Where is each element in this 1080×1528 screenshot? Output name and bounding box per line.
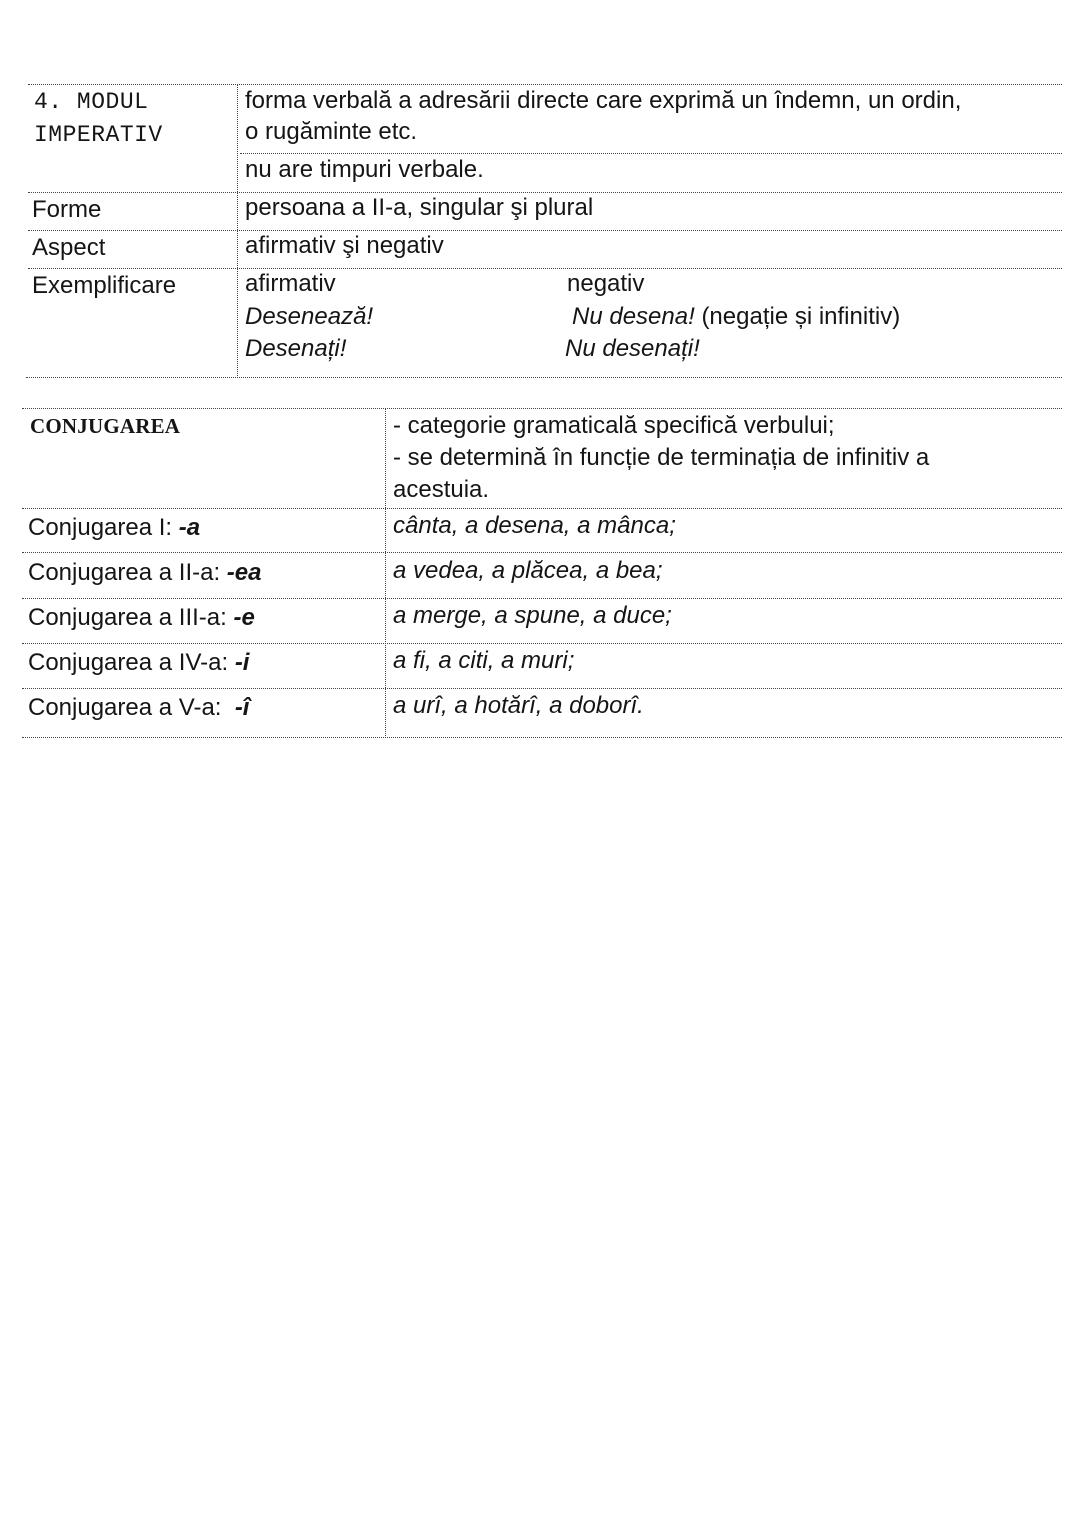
conjugation-ending: -î xyxy=(234,694,250,721)
column-header-afirmativ: afirmativ xyxy=(245,270,336,297)
table-rule xyxy=(22,552,1062,553)
example-negativ: Nu desenați! xyxy=(565,335,700,362)
conjugation-name: Conjugarea a V-a: xyxy=(28,694,235,721)
example-negativ xyxy=(572,301,900,333)
section-heading: IMPERATIV xyxy=(34,122,163,148)
conjugation-name: Conjugarea I: xyxy=(28,514,179,541)
example-note: (negație și infinitiv) xyxy=(701,303,901,330)
example-negativ-verb: Nu desena! xyxy=(572,303,695,330)
table-rule xyxy=(22,598,1062,599)
conjugation-label xyxy=(28,557,261,589)
row-label: Aspect xyxy=(32,234,106,261)
note-text: nu are timpuri verbale. xyxy=(245,156,484,183)
table-rule xyxy=(22,737,1062,738)
definition-text: - se determină în funcție de terminația de infinitiv a xyxy=(393,444,930,471)
table-rule xyxy=(26,377,1062,378)
definition-text: forma verbală a adresării directe care exprimă un îndemn, un ordin, xyxy=(245,87,962,114)
column-divider xyxy=(385,408,386,738)
table-rule xyxy=(28,268,1062,269)
column-header-negativ: negativ xyxy=(567,270,645,297)
table-rule xyxy=(22,643,1062,644)
example-afirmativ: Desenați! xyxy=(245,335,347,362)
conjugation-ending: -ea xyxy=(226,559,262,586)
example-afirmativ: Desenează! xyxy=(245,303,374,330)
table-rule xyxy=(22,508,1062,509)
conjugation-label xyxy=(28,602,255,634)
row-value: persoana a II-a, singular şi plural xyxy=(245,194,594,221)
conjugation-ending: -i xyxy=(234,649,250,676)
definition-text: acestuia. xyxy=(393,476,490,503)
table-rule xyxy=(22,408,1062,409)
section-heading: 4. MODUL xyxy=(34,89,149,115)
conjugation-examples: cânta, a desena, a mânca; xyxy=(393,512,676,539)
row-label: Forme xyxy=(32,196,102,223)
conjugation-examples: a merge, a spune, a duce; xyxy=(393,602,672,629)
conjugation-ending: -e xyxy=(233,604,255,631)
conjugation-examples: a vedea, a plăcea, a bea; xyxy=(393,557,663,584)
row-value: afirmativ şi negativ xyxy=(245,232,444,259)
conjugation-label xyxy=(28,692,249,724)
conjugation-name: Conjugarea a II-a: xyxy=(28,559,227,586)
definition-text: o rugăminte etc. xyxy=(245,118,418,145)
conjugation-examples: a urî, a hotărî, a doborî. xyxy=(393,692,644,719)
conjugation-ending: -a xyxy=(178,514,201,541)
section-heading: CONJUGAREA xyxy=(30,414,181,438)
conjugation-examples: a fi, a citi, a muri; xyxy=(393,647,575,674)
column-divider xyxy=(237,84,238,378)
table-rule xyxy=(22,688,1062,689)
conjugation-label xyxy=(28,647,249,679)
definition-text: - categorie gramaticală specifică verbului; xyxy=(393,412,835,439)
conjugation-name: Conjugarea a III-a: xyxy=(28,604,234,631)
table-rule xyxy=(28,230,1062,231)
conjugation-label xyxy=(28,512,200,544)
row-label: Exemplificare xyxy=(32,272,177,299)
conjugation-name: Conjugarea a IV-a: xyxy=(28,649,235,676)
